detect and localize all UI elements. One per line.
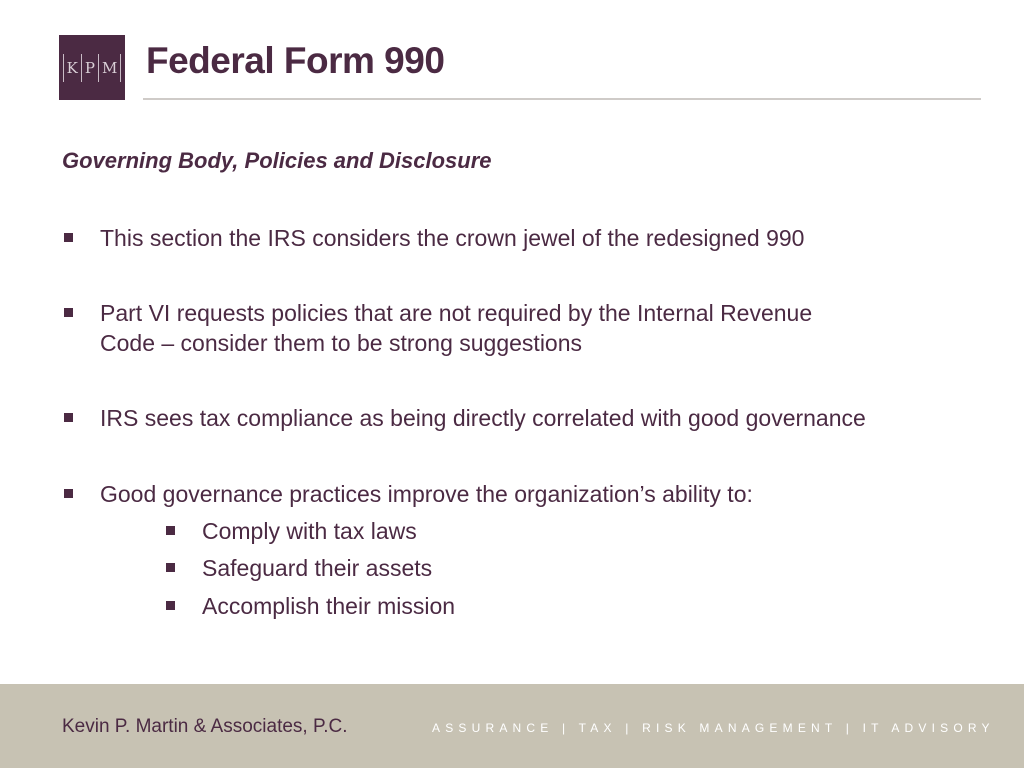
bullet-square-icon [64,489,73,498]
sub-bullet-item [166,591,455,621]
bullet-item [64,479,753,509]
bullet-item [64,298,812,358]
bullet-item [64,223,804,253]
bullet-item [64,403,866,433]
bullet-square-icon [166,601,175,610]
bullet-text-line: Code – consider them to be strong suggestions [100,330,583,356]
sub-bullet-text: Comply with tax laws [202,518,417,544]
bullet-text: IRS sees tax compliance as being directly correlated with good governance [100,405,866,431]
bullet-text [100,298,812,358]
kpm-logo [59,35,125,100]
sub-bullet-text: Safeguard their assets [202,555,433,581]
logo-letter-k: K [66,58,78,77]
bullet-text-line: Part VI requests policies that are not required by the Internal Revenue [100,300,813,326]
logo-letter-m: M [101,58,118,77]
bullet-square-icon [166,526,175,535]
bullet-text: Good governance practices improve the organization’s ability to: [100,481,753,507]
section-subtitle: Governing Body, Policies and Disclosure [62,148,492,173]
logo-divider [81,54,82,82]
logo-divider [63,54,64,82]
slide-title: Federal Form 990 [146,40,445,81]
kpm-logo-mark [60,54,125,82]
bullet-square-icon [64,233,73,242]
bullet-square-icon [64,308,73,317]
logo-divider [98,54,99,82]
footer-company-name: Kevin P. Martin & Associates, P.C. [62,716,348,737]
bullet-square-icon [64,413,73,422]
sub-bullet-item [166,516,417,546]
logo-letter-p: P [84,58,95,77]
footer-services: ASSURANCE | TAX | RISK MANAGEMENT | IT ADVISORY [432,721,995,735]
title-divider [143,98,981,100]
bullet-text: This section the IRS considers the crown jewel of the redesigned 990 [100,225,805,251]
sub-bullet-item [166,553,432,583]
sub-bullet-text: Accomplish their mission [202,593,456,619]
bullet-square-icon [166,563,175,572]
logo-divider [120,54,121,82]
